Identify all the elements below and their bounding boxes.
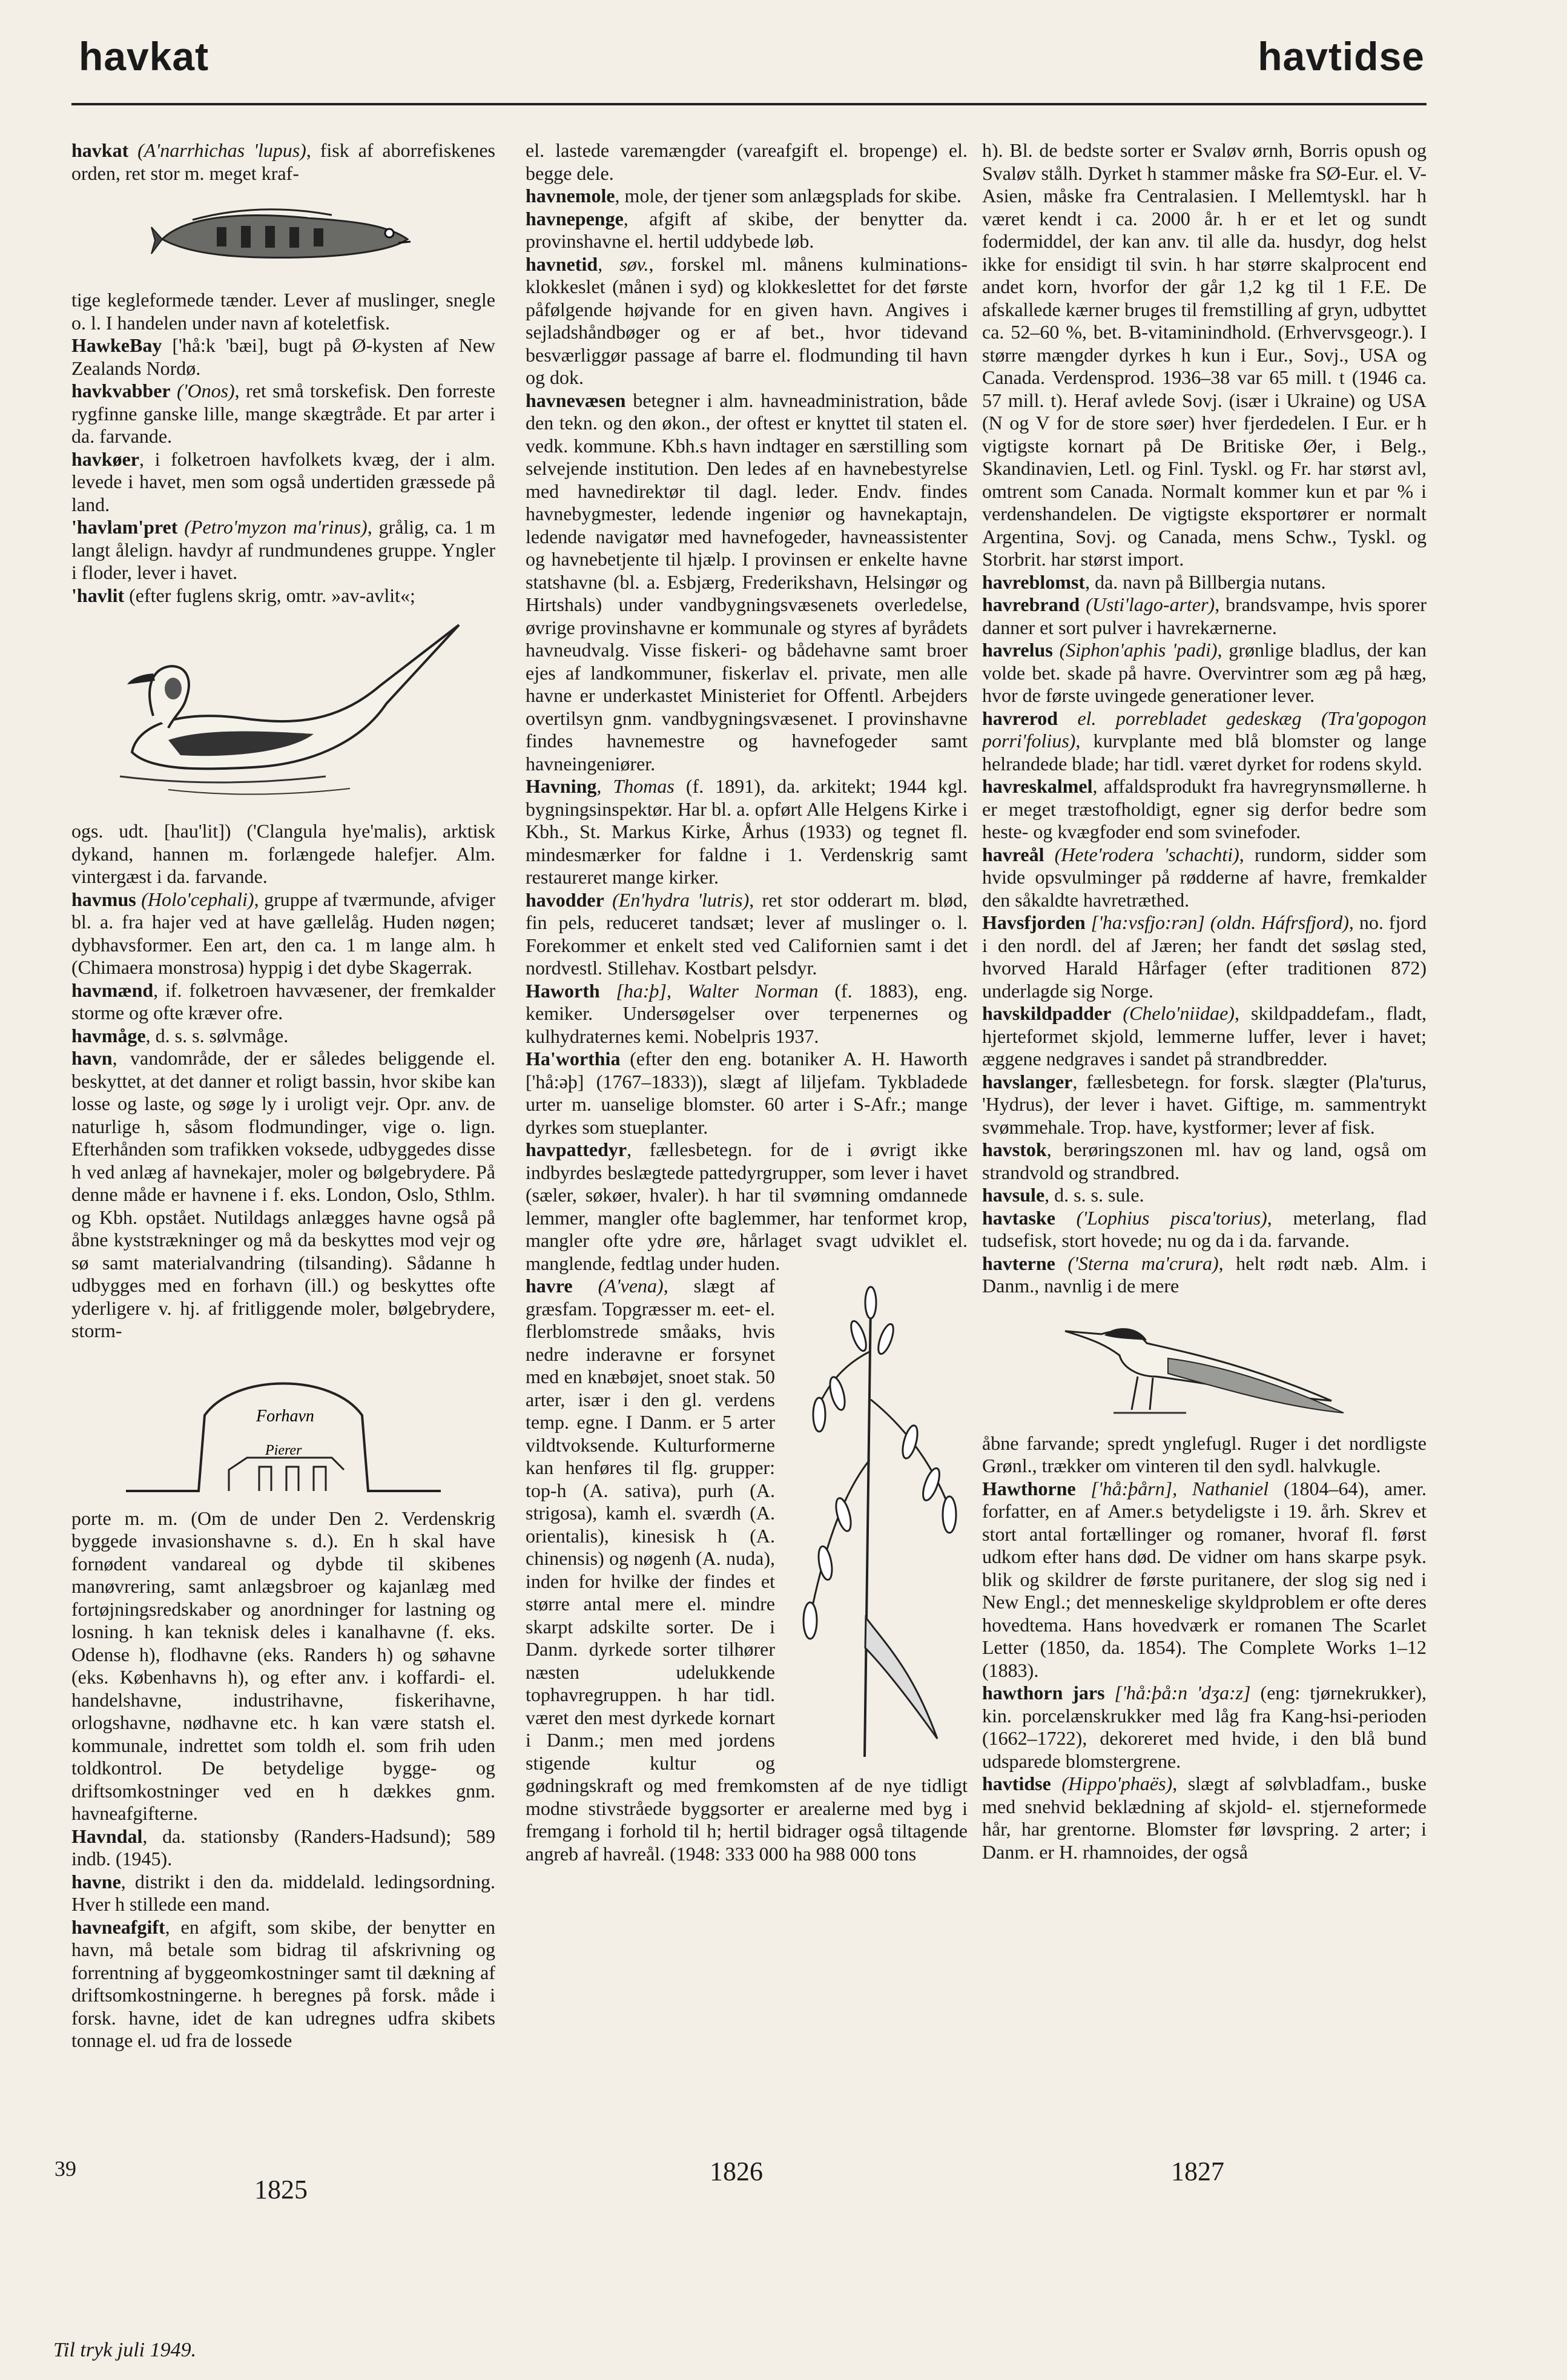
entry-havrerod: havrerod el. porrebladet gedeskæg (Tra'gopogon porri'folius), kurvplante med blå blomster og lange helrandede blade; har tidl. været dyrket for rodens skyld.	[982, 707, 1427, 775]
entry-havne: havne, distrikt i den da. middelald. ledingsordning. Hver h stillede een mand.	[71, 1870, 495, 1915]
entry-havkat: havkat (A'narrhichas 'lupus), fisk af aborrefiskenes orden, ret stor m. meget kraf-	[71, 139, 495, 184]
entry-havnepenge: havnepenge, afgift af skibe, der benytter da. provinshavne el. hertil uddybede løb.	[526, 207, 968, 252]
entry-havnetid: havnetid, søv., forskel ml. månens kulminations-klokkeslet (månen i syd) og klokkeslettet for det første påfølgende højvande for en given havn. Angives i sejladshåndbøger og er af bet., hvor tidevand besværliggør passage af barre el. flodmunding til havn og dok.	[526, 253, 968, 388]
entry-havodder: havodder (En'hydra 'lutris), ret stor odderart m. blød, fin pels, reduceret tandsæt; lever af muslinger o. l. Forekommer et enkelt sted ved Californien samt i det nordvestl. Stillehav. Kostbart pelsdyr.	[526, 888, 968, 979]
long-tailed-duck-illustration	[96, 613, 471, 813]
entry-haworthia: Ha'worthia (efter den eng. botaniker A. H. Haworth ['hå:əþ] (1767–1833)), slægt af liljefam. Tykbladede urter m. uanselige blomster. 60 arter i S-Afr.; mange dyrkes som stueplanter.	[526, 1048, 968, 1138]
entry-havtaske: havtaske ('Lophius pisca'torius), meterlang, flad tudsefisk, stort hovede; nu og da i da. farvande.	[982, 1206, 1427, 1251]
entry-havkoer: havkøer, i folketroen havfolkets kvæg, der i alm. levede i havet, men som også undertiden græssede på land.	[71, 448, 495, 515]
entry-havmus: havmus (Holo'cephali), gruppe af tværmunde, afviger bl. a. fra hajer ved at have gællelåg. Huden nøgen; dybhavsformer. Een art, den ca. 1 m lange alm. h (Chimaera monstrosa) hyppig i det dybe Skagerrak.	[71, 888, 495, 978]
entry-havslanger: havslanger, fællesbetegn. for forsk. slægter (Pla'turus, 'Hydrus), der lever i havet. Giftige, m. sammentrykt svømmehale. Trop. have, kystformer; lever af fisk.	[982, 1070, 1427, 1138]
folio-number: 39	[54, 2157, 76, 2181]
entry-havrebrand: havrebrand (Usti'lago-arter), brandsvampe, hvis sporer danner et sort pulver i havrekærnerne.	[982, 593, 1427, 638]
header-rule	[71, 103, 1427, 105]
entry-havn-cont: porte m. m. (Om de under Den 2. Verdenskrig byggede invasionshavne s. d.). En h skal have fornødent vandareal og dybde til skibenes manøvrering, samt anlægsbroer og kajanlæg med fortøjningsredskaber og anordninger for lastning og losning. h kan teknisk deles i kanalhavne (f. eks. Odense h), flodhavne (eks. Randers h) og søhavne (eks. Københavns h), og efter anv. i koffardi- el. handelshavne, industrihavne, fiskerihavne, orlogshavne, nødhavne etc. h kan være statsh el. kommunale, indrettet som toldh el. som frih uden toldkontrol. De betydelige bygge- og driftsomkostninger ved en h dækkes gnm. havneafgifterne.	[71, 1507, 495, 1824]
wolffish-illustration	[150, 191, 417, 282]
entry-hawthorn-jars: hawthorn jars ['hå:þå:n 'dʒa:z] (eng: tjørnekrukker), kin. porcelænskrukker med låg fra Kang-hsi-perioden (1662–1722), dekoreret med hvide, i den blå bund udsparede blomstergrene.	[982, 1682, 1427, 1772]
column-3	[982, 139, 1427, 2259]
entry-havlit: 'havlit (efter fuglens skrig, omtr. »av-avlit«;	[71, 584, 415, 606]
entry-havreblomst: havreblomst, da. navn på Billbergia nutans.	[982, 570, 1326, 593]
entry-havnemole: havnemole, mole, der tjener som anlægsplads for skibe.	[526, 185, 962, 207]
column-2	[526, 139, 968, 2259]
entry-havlampret: 'havlam'pret (Petro'myzon ma'rinus), grålig, ca. 1 m langt ålelign. havdyr af rundmundenes gruppe. Yngler i floder, lever i havet.	[71, 516, 495, 583]
harbor-label-forhavn: Forhavn	[256, 1406, 314, 1426]
entry-havsfjorden: Havsfjorden ['ha:vsfjo:rən] (oldn. Háfrsfjord), no. fjord i den nordl. del af Jæren; her fandt det søslag sted, hvorved Harald Hårfager (efter traditionen 872) underlagde sig Norge.	[982, 911, 1427, 1002]
column-page-number-3: 1827	[1171, 2157, 1224, 2186]
entry-haworth: Haworth [ha:þ], Walter Norman (f. 1883), eng. kemiker. Undersøgelser over terpenernes og kulhydraternes kemi. Nobelpris 1937.	[526, 979, 968, 1047]
entry-havn: havn, vandområde, der er således beliggende el. beskyttet, at det danner et roligt bassin, hvor skibe kan losse og laste, og søge ly i uroligt vejr. Opr. anv. de naturlige h, såsom flodmundinger, vige o. lign. Efterhånden som trafikken voksede, udbyggedes disse h ved anlæg af havnekajer, moler og bølgebrydere. På denne måde er havnene i f. eks. London, Oslo, Sthlm. og Kbh. opstået. Nutildags anlægges havne også på åbne kyststrækninger og må da beskyttes mod vejr og sø samt materialvandring (tilsanding). Sådanne h udbygges med en forhavn (ill.) og beskyttes ofte yderligere v. hj. af fritliggende moler, bølgebrydere, storm-	[71, 1047, 495, 1341]
entry-havneafgift: havneafgift, en afgift, som skibe, der benytter en havn, må betale som bidrag til afskrivning og forrentning af byggeomkostninger samt til dækning af driftsomkostningerne. h beregnes på forsk. måde i forsk. havne, idet de kan udregnes udfra skibets tonnage el. ud fra de lossede	[71, 1916, 495, 2051]
entry-hawke-bay: HawkeBay ['hå:k 'bæi], bugt på Ø-kysten af New Zealands Nordø.	[71, 334, 495, 379]
entry-havterne-cont: åbne farvande; spredt ynglefugl. Ruger i det nordligste Grønl., trækker om vinteren til den sydl. halvkugle.	[982, 1432, 1427, 1476]
entry-havmaage: havmåge, d. s. s. sølvmåge.	[71, 1024, 289, 1046]
entry-havskildpadder: havskildpadder (Chelo'niidae), skildpaddefam., fladt, hjerteformet skjold, lemmerne luffer, lever i havet; æggene nedgraves i sandet på strandbredder.	[982, 1002, 1427, 1069]
entry-havning: Havning, Thomas (f. 1891), da. arkitekt; 1944 kgl. bygningsinspektør. Har bl. a. opført Alle Helgens Kirke i Kbh., St. Markus Kirke, Århus (1933) og tegnet fl. mindesmærker for faldne i 1. Verdenskrig samt restaureret mange kirker.	[526, 775, 968, 888]
column-page-number-2: 1826	[710, 2157, 763, 2186]
entry-havndal: Havndal, da. stationsby (Randers-Hadsund); 589 indb. (1945).	[71, 1825, 495, 1869]
entry-havmaend: havmænd, if. folketroen havvæsener, der fremkalder storme og ofte kræver ofre.	[71, 979, 495, 1023]
entry-havre-cont: h). Bl. de bedste sorter er Svaløv ørnh, Borris opush og Svaløv stålh. Dyrket h stammer måske fra SØ-Eur. el. V-Asien, måske fra Centralasien. I Mellemtyskl. har h været kendt i ca. 2000 år. h er et let og sundt fodermiddel, der kan anv. til alle da. husdyr, dog helst ikke for ensidigt til svin. h har større skalprocent end andet korn, hvorfor der går 1,2 kg til 1 F.E. De afskallede kærner bruges til fremstilling af gryn, udbyttet ca. 52–60 %, bet. B-vitaminindhold. (Erhvervsgeogr.). I større mængder dyrkes h kun i Eur., Sovj., USA og Canada. Verdensprod. 1936–38 var 65 mill. t (1946 ca. 57 mill. t). Heraf avlede Sovj. (især i Ukraine) og USA (N og V for de store søer) hver fjerdedelen. I Eur. er h vigtigste kornart på De Britiske Øer, i Belg., Skandinavien, Letl. og Finl. Tyskl. og Fr. har størst avl, omtrent som Canada. Normalt kommer kun et par % i verdenshandelen. De vigtigste eksportører er normalt Argentina, Sovj. og Canada, mens Schw., Tyskl. og Storbrit. har størst import.	[982, 139, 1427, 570]
entry-havnevaesen: havnevæsen betegner i alm. havneadministration, både den tekn. og den økon., der oftest er knyttet til staten el. vedk. kommune. Kbh.s havn indtager en særstilling som selvejende institution. Den ledes af en havnebestyrelse med havnedirektør til dagl. leder. Endv. findes havnebygmester, ledende ingeniør og havnekaptajn, ledende navigatør med havnefogeder, havneassistenter og havnebetjente til hjælp. I provinsen er enkelte havne statshavne (bl. a. Esbjærg, Frederikshavn, Helsingør og Hirtshals) under vandbygningsvæsenets overledelse, øvrige provinshavne er kommunale og styres af byrådets havneudvalg. Visse fiskeri- og bådehavne samt broer ejes af landkommuner, fiskerlav el. private, men alle havne er underkastet Ministeriet for Offentl. Arbejders overtilsyn gnm. vandbygningsvæsenet. I provinshavne findes havnemestre og havnefogeder samt havneingeniører.	[526, 389, 968, 775]
entry-havrelus: havrelus (Siphon'aphis 'padi), grønlige bladlus, der kan volde bet. skade på havre. Overvintrer som æg på hæg, hvor de første uvingede generationer lever.	[982, 639, 1427, 706]
entry-havkvabber: havkvabber ('Onos), ret små torskefisk. Den forreste rygfinne ganske lille, mange skægtråde. Et par arter i da. farvande.	[71, 380, 495, 447]
right-guide-word: havtidse	[1258, 34, 1425, 79]
entry-hawthorne: Hawthorne ['hå:þårn], Nathaniel (1804–64), amer. forfatter, en af Amer.s betydeligste i 19. årh. Skrev et stort antal fortællinger og romaner, hvoraf fl. først udkom efter hans død. De vidner om hans skarpe psyk. blik og skildrer de første puritanere, der slog sig ned i New Engl.; det menneskelige skyldproblem er ofte deres hovedtema. Hans hovedværk er romanen The Scarlet Letter (1850, da. 1854). The Complete Works 1–12 (1883).	[982, 1477, 1427, 1681]
entry-havlit-cont: ogs. udt. [hau'lit]) ('Clangula hye'malis), arktisk dykand, hannen m. forlængede halefjer. Alm. vintergæst i da. farvande.	[71, 820, 495, 887]
entry-havkat-cont: tige kegleformede tænder. Lever af muslinger, snegle o. l. I handelen under navn af koteletfisk.	[71, 289, 495, 334]
entry-havterne: havterne ('Sterna ma'crura), helt rødt næb. Alm. i Danm., navnlig i de mere	[982, 1252, 1427, 1297]
entry-havreskalmel: havreskalmel, affaldsprodukt fra havregrynsmøllerne. h er meget træstofholdigt, egner sig derfor bedre som heste- og kvægfoder end som svinefoder.	[982, 775, 1427, 842]
entry-havtidse: havtidse (Hippo'phaës), slægt af sølvbladfam., buske med snehvid beklædning af skjold- el. stjerneformede hår, har grentorne. Blomster før løvspring. 2 arter; i Danm. er H. rhamnoides, der også	[982, 1773, 1427, 1863]
column-1	[71, 139, 495, 2259]
print-note: Til tryk juli 1949.	[53, 2339, 197, 2361]
left-guide-word: havkat	[79, 34, 209, 79]
entry-havreaal: havreål (Hete'rodera 'schachti), rundorm, sidder som hvide opsvulminger på rødderne af havre, fremkalder den såkaldte havretræthed.	[982, 843, 1427, 911]
entry-havneafgift-cont: el. lastede varemængder (vareafgift el. bropenge) el. begge dele.	[526, 139, 968, 184]
oat-plant-illustration	[786, 1278, 968, 1757]
column-page-number-1: 1825	[254, 2175, 308, 2204]
entry-havstok: havstok, berøringszonen ml. hav og land, også om strandvold og strandbred.	[982, 1139, 1427, 1183]
arctic-tern-illustration	[1047, 1304, 1362, 1425]
harbor-diagram	[114, 1349, 453, 1500]
harbor-label-pierer: Pierer	[265, 1442, 302, 1458]
entry-havpattedyr: havpattedyr, fællesbetegn. for de i øvrigt ikke indbyrdes beslægtede pattedyrgrupper, som lever i havet (sæler, søkøer, hvaler). h har til svømning omdannede lemmer, mangler ofte baglemmer, har tenformet krop, mangler ofte ydre øre, hårlaget svagt udviklet el. manglende, fedtlag under huden.	[526, 1139, 968, 1274]
entry-havsule: havsule, d. s. s. sule.	[982, 1184, 1144, 1206]
entry-havre: havre (A'vena), slægt af græsfam. Topgræsser m. eet- el. flerblomstrede småaks, hvis nedre inderavne er forsynet med en knæbøjet, snoet stak. 50 arter, især i den gl. verdens temp. egne. I Danm. er 5 arter vildtvoksende. Kulturformerne kan henføres til flg. grupper: top-h (A. sativa), purh (A. strigosa), kamh el. sværdh (A. orientalis), kinesisk h (A. chinensis) og nøgenh (A. nuda), inden for hvilke der findes et større antal mere el. mindre skarpt adskilte sorter. De i Danm. dyrkede sorter tilhører næsten udelukkende tophavregruppen. h har tidl. været den mest dyrkede kornart i Danm.; men med jordens stigende kultur og gødningskraft og med fremkomsten af de nye tidligt modne stivstråede byggsorter er arealerne med byg i fremgang i forhold til h; hertil bidrager også tiltagende angreb af havreål. (1948: 333 000 ha 988 000 tons	[526, 1275, 968, 1865]
havre-block	[526, 1275, 968, 1865]
